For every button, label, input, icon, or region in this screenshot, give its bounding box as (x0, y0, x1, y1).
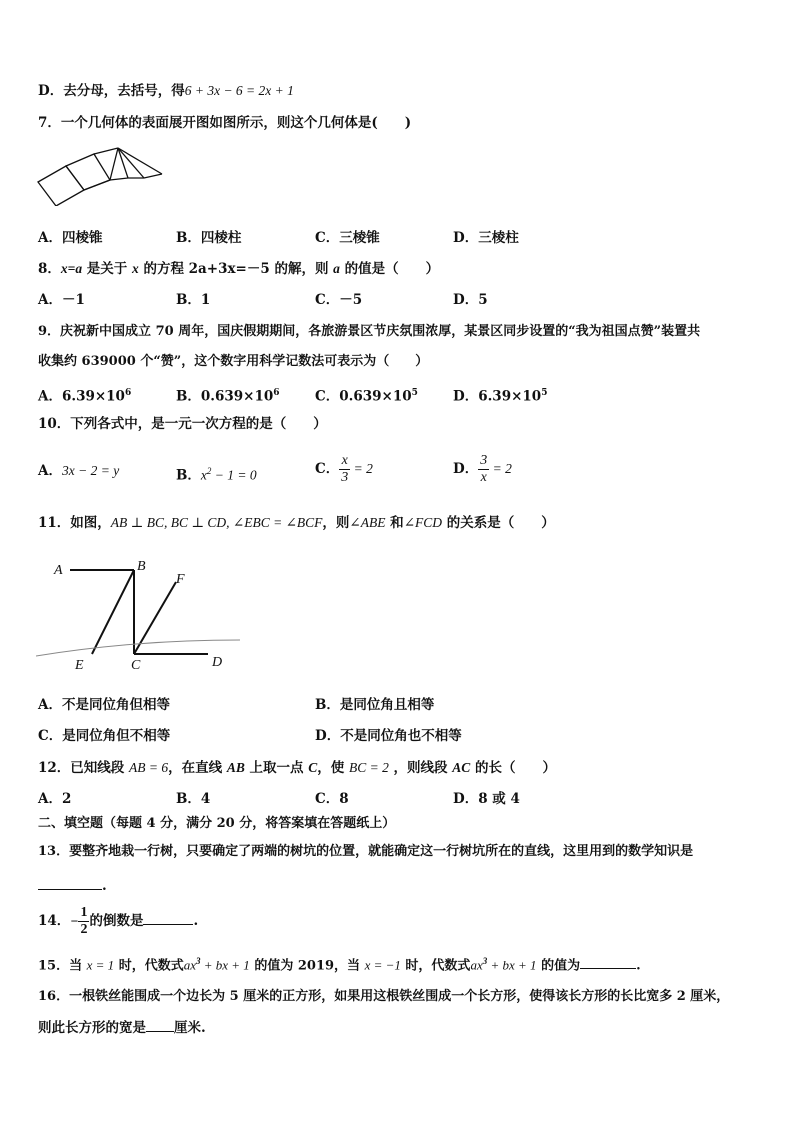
q10-option-c[interactable]: C． $\frac{x}{3}$ = 2 (315, 453, 373, 485)
q9-stem-line2: 收集约 639000 个“赞”，这个数字用科学记数法可表示为（ ） (38, 354, 429, 369)
q12-option-d[interactable]: D．8 或 4 (453, 791, 520, 807)
q9-option-a[interactable]: A．$6.39\times 10^6$ (38, 388, 132, 405)
q11-option-b[interactable]: B．是同位角且相等 (315, 697, 435, 713)
q6-option-d-label: D． (38, 83, 64, 99)
q7-option-a[interactable]: A．四棱锥 (38, 230, 103, 246)
fig-label-f: F (176, 572, 185, 587)
q11-figure (36, 556, 242, 672)
q6-option-d (38, 82, 294, 100)
q8-option-d[interactable]: D．5 (453, 292, 488, 308)
q8-option-b[interactable]: B．1 (176, 292, 211, 308)
q6-option-d-text: 去分母，去括号，得 (63, 83, 185, 99)
q11-option-d[interactable]: D．不是同位角也不相等 (315, 728, 462, 744)
q13-answer-line: . (38, 875, 107, 895)
q8-stem: 8．x=a 是关于 x 的方程 2a+3x=－5 的解，则 a 的值是（ ） (38, 261, 440, 277)
q7-option-c[interactable]: C．三棱锥 (315, 230, 380, 246)
q15-blank[interactable] (580, 954, 636, 969)
fig-label-e: E (75, 658, 84, 672)
q11-stem: 11．如图，AB ⊥ BC, BC ⊥ CD, ∠EBC = ∠BCF，则∠ABE 和∠FCD 的关系是（ ） (38, 515, 555, 531)
q12-option-b[interactable]: B．4 (176, 791, 211, 807)
q10-option-d[interactable]: D． $\frac{3}{x}$ = 2 (453, 453, 512, 485)
q7-option-d[interactable]: D．三棱柱 (453, 230, 519, 246)
q9-option-d[interactable]: D．$6.39\times 10^5$ (453, 388, 548, 405)
fig-label-b: B (137, 559, 146, 574)
fig-label-a: A (54, 563, 63, 578)
q13-stem: 13．要整齐地栽一行树，只要确定了两端的树坑的位置，就能确定这一行树坑所在的直线，这里用到的数学知识是 (38, 844, 694, 859)
q9-option-b[interactable]: B．$0.639\times 10^6$ (176, 388, 280, 405)
q15-stem: 15．当 x = 1 时，代数式$ax^3$ + bx + 1 的值为 2019，当 x = −1 时，代数式$ax^3$ + bx + 1 的值为 . (38, 956, 641, 974)
q11-option-a[interactable]: A．不是同位角但相等 (38, 697, 170, 713)
q12-option-a[interactable]: A．2 (38, 791, 72, 807)
q8-option-c[interactable]: C．－5 (315, 292, 363, 308)
q9-option-c[interactable]: C．$0.639\times 10^5$ (315, 388, 418, 405)
q12-stem: 12．已知线段 AB = 6，在直线 AB 上取一点 C，使 BC = 2 ，则线段 AC 的长（ ） (38, 760, 556, 776)
q16-blank[interactable] (146, 1017, 174, 1032)
q7-option-b[interactable]: B．四棱柱 (176, 230, 242, 246)
q10-option-a[interactable]: A．3x − 2 = y (38, 463, 120, 479)
q10-stem: 10．下列各式中，是一元一次方程的是（ ） (38, 416, 327, 432)
q9-stem-line1: 9．庆祝新中国成立 70 周年，国庆假期期间，各旅游景区节庆氛围浓厚，某景区同步设置的“我为祖国点赞”装置共 (38, 324, 701, 339)
q12-option-c[interactable]: C．8 (315, 791, 349, 807)
q16-stem-line1: 16．一根铁丝能围成一个边长为 5 厘米的正方形，如果用这根铁丝围成一个长方形，使得该长方形的长比宽多 2 厘米， (38, 989, 730, 1004)
q6-option-d-equation: 6 + 3x − 6 = 2x + 1 (184, 83, 294, 98)
q14-stem: 14．− $\frac{1}{2}$ 的倒数是 . (38, 905, 199, 937)
q8-option-a[interactable]: A．－1 (38, 292, 85, 308)
q10-option-b[interactable]: B．$x^2 - 1 = 0$ (176, 466, 257, 484)
q14-blank[interactable] (143, 910, 193, 925)
q7-stem: 7．一个几何体的表面展开图如图所示，则这个几何体是( ) (38, 115, 412, 131)
q16-stem-line2: 则此长方形的宽是 厘米. (38, 1017, 206, 1037)
fig-label-c: C (131, 658, 141, 672)
section-2-heading: 二、填空题（每题 4 分，满分 20 分，将答案填在答题纸上） (38, 816, 396, 831)
q7-net-figure (36, 146, 166, 206)
q11-option-c[interactable]: C．是同位角但不相等 (38, 728, 171, 744)
q13-blank[interactable] (38, 875, 102, 890)
fig-label-d: D (212, 655, 223, 670)
